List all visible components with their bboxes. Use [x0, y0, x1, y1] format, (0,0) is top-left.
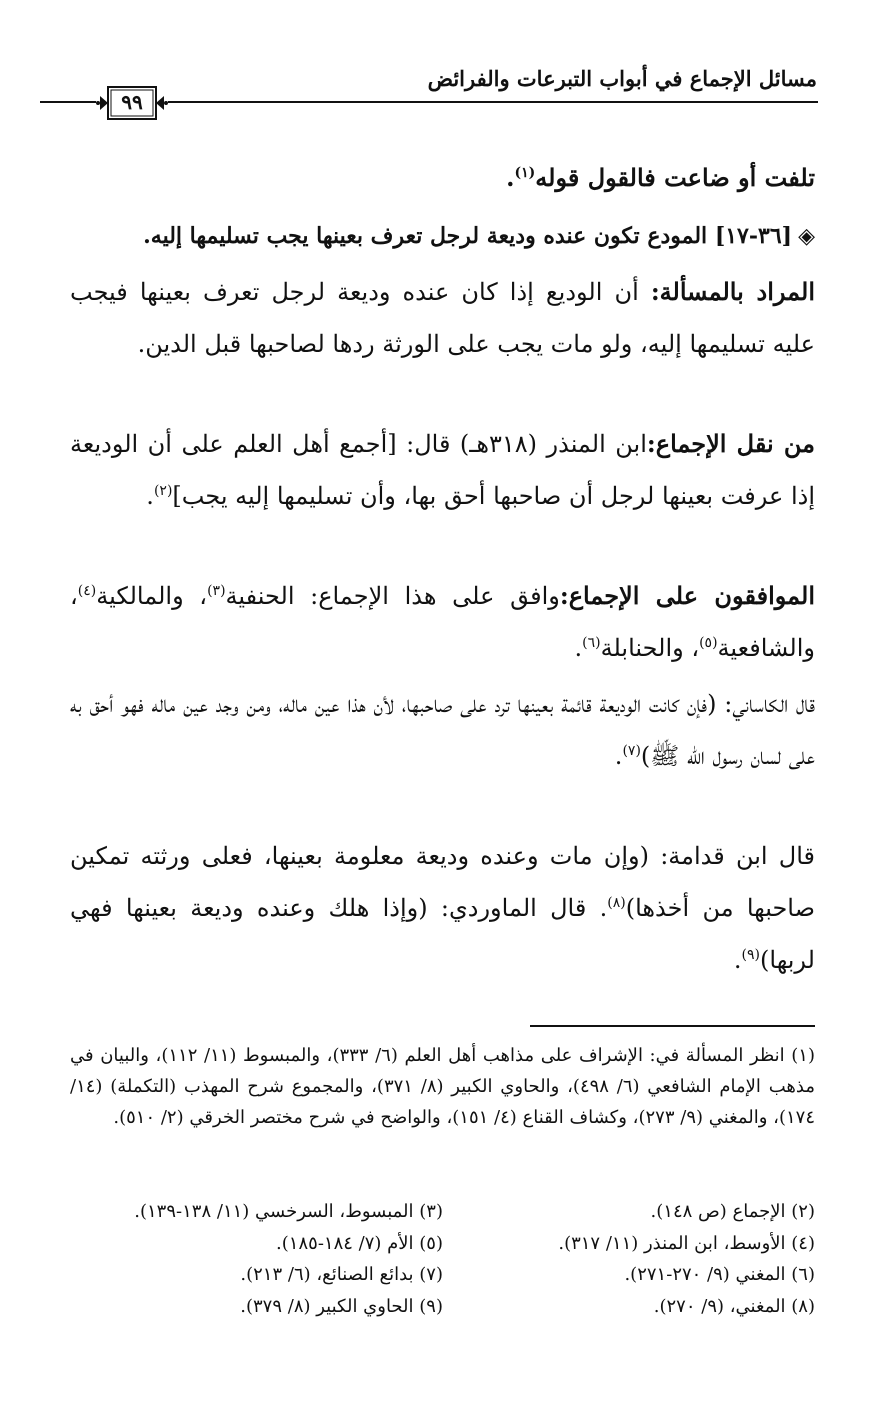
- page-number: ٩٩: [121, 90, 143, 114]
- punctuation: .: [614, 742, 623, 770]
- footnote-ref: (٨): [607, 895, 626, 911]
- paragraph-ibn-qudama-quote: [70, 830, 815, 986]
- paragraph-text: تلفت أو ضاعت فالقول قوله: [535, 163, 815, 192]
- footnote-ref: (٤): [77, 583, 97, 599]
- paragraph-lead: الموافقون على الإجماع:: [559, 581, 815, 610]
- paragraph-text: ، والشافعية: [70, 582, 815, 662]
- footnote-1: (١) انظر المسألة في: الإشراف على مذاهب أهل العلم (٦/ ٣٣٣)، والمبسوط (١١/ ١١٢)، والبيان في مذهب الإمام الشافعي (٦/ ٤٩٨)، والحاوي الكبير (٨/ ٣٧١)، والمجموع شرح المهذب (التكملة) (١٤/ ١٧٤)، والمغني (٩/ ٢٧٣)، وكشاف القناع (٤/ ١٥١)، والواضح في شرح مختصر الخرقي (٢/ ٥١٠).: [70, 1045, 815, 1128]
- issue-heading: [70, 210, 815, 262]
- paragraph-text: ، والحنابلة: [600, 634, 700, 662]
- footnote-7: (٧) بدائع الصنائع، (٦/ ٢١٣).: [240, 1264, 443, 1285]
- footnote-ref: (٩): [741, 947, 761, 963]
- paragraph-agreeing-schools: [70, 570, 815, 674]
- footnote-8: (٨) المغني، (٩/ ٢٧٠).: [653, 1295, 815, 1317]
- paragraph-text: . قال الماوردي: (وإذا هلك وعنده وديعة بعينها فهي لربها): [70, 894, 815, 974]
- footnote-3: (٣) المبسوط، السرخسي (١١/ ١٣٨-١٣٩).: [134, 1201, 443, 1222]
- footnote-ref: (٣): [207, 583, 226, 599]
- footnote-5: (٥) الأم (٧/ ١٨٤-١٨٥).: [276, 1232, 443, 1254]
- paragraph-continuation: [70, 152, 815, 204]
- page-number-ornament: [96, 84, 168, 122]
- punctuation: .: [733, 946, 742, 974]
- footnote-ref: (١): [514, 165, 536, 181]
- paragraph-text: أن الوديع إذا كان عنده وديعة لرجل تعرف بعينها فيجب عليه تسليمها إليه، ولو مات يجب على الورثة ردها لصاحبها قبل الدين.: [70, 278, 815, 358]
- punctuation: .: [146, 482, 154, 510]
- footnote-ref: (٢): [153, 483, 173, 499]
- paragraph-text: قال الكاساني: (فإن كانت الوديعة قائمة بعينها ترد على صاحبها، لأن هذا عين ماله، ومن وجد عين ماله فهو أحق به على لسان رسول الله ﷺ): [70, 690, 815, 770]
- running-title: مسائل الإجماع في أبواب التبرعات والفرائض: [427, 66, 817, 91]
- diamond-icon: ◈: [798, 223, 815, 249]
- punctuation: .: [506, 163, 515, 192]
- paragraph-lead: المراد بالمسألة:: [650, 277, 815, 306]
- paragraph-lead: من نقل الإجماع:: [646, 429, 815, 458]
- footnote-ref: (٧): [622, 743, 641, 759]
- footnote-ref: (٥): [699, 635, 718, 651]
- paragraph-text: وافق على هذا الإجماع: الحنفية: [225, 582, 560, 610]
- footnotes-grid: [70, 1196, 815, 1322]
- paragraph-text: ، والمالكية: [96, 582, 208, 610]
- footnote-6: (٦) المغني (٩/ ٢٧٠-٢٧١).: [624, 1264, 815, 1285]
- paragraph-consensus-source: [70, 418, 815, 522]
- paragraph-text: قال ابن قدامة: (وإن مات وعنده وديعة معلومة بعينها، فعلى ورثته تمكين صاحبها من أخذها): [70, 842, 815, 922]
- footnote-4: (٤) الأوسط، ابن المنذر (١١/ ٣١٧).: [558, 1232, 815, 1254]
- paragraph-kasani-quote: [70, 678, 815, 782]
- footnote-9: (٩) الحاوي الكبير (٨/ ٣٧٩).: [240, 1295, 443, 1317]
- issue-heading-text: [٣٦-١٧] المودع تكون عنده وديعة لرجل تعرف بعينها يجب تسليمها إليه.: [143, 223, 793, 249]
- paragraph-text: ابن المنذر (٣١٨هـ) قال: [أجمع أهل العلم على أن الوديعة إذا عرفت بعينها لرجل أن صاحبها أحق بها، وأن تسليمها إليه يجب]: [70, 430, 815, 510]
- paragraph-meaning: [70, 266, 815, 370]
- footnote-ref: (٦): [582, 635, 601, 651]
- footnote-2: (٢) الإجماع (ص ١٤٨).: [650, 1201, 815, 1222]
- punctuation: .: [574, 634, 583, 662]
- footnote-separator: [530, 1025, 815, 1027]
